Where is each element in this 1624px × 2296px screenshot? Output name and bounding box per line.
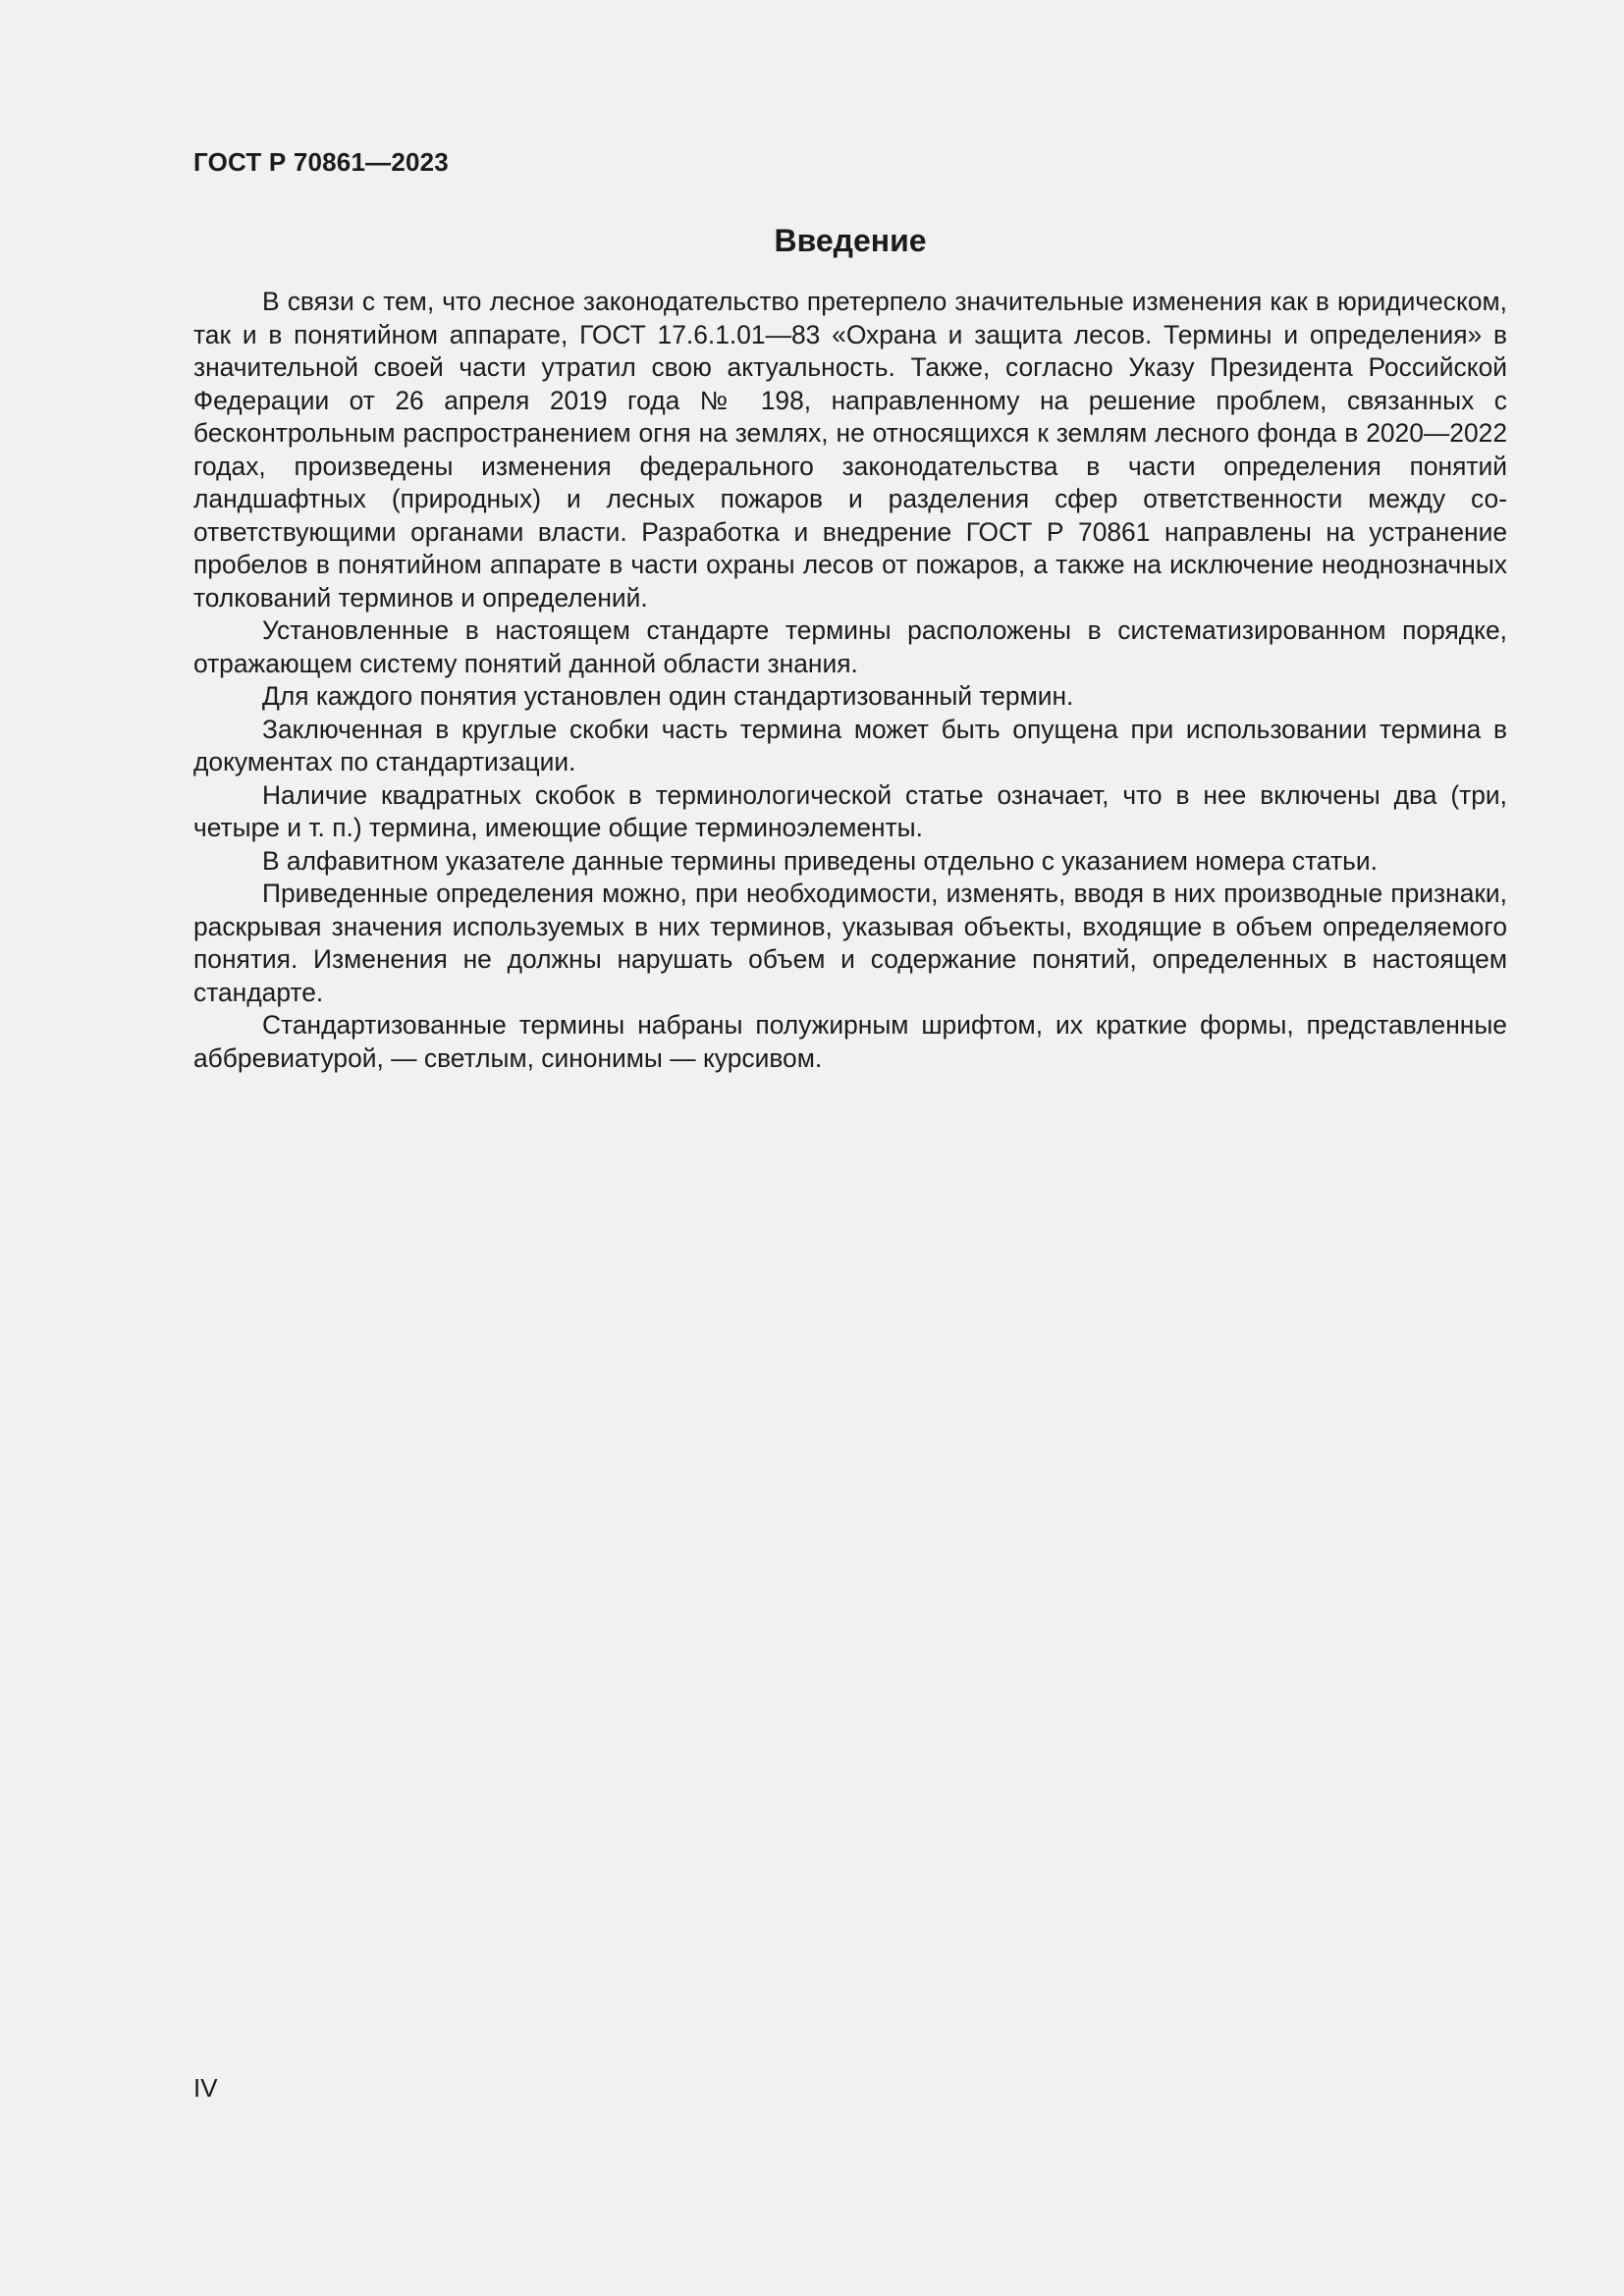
paragraph: Заключенная в круглые скобки часть термина может быть опущена при использовании термина в документах по стандартизации. (193, 714, 1507, 776)
page-number: IV (193, 2073, 218, 2103)
paragraph: Для каждого понятия установлен один стандартизованный термин. (262, 681, 1074, 711)
paragraph: Приведенные определения можно, при необходимости, изменять, вводя в них производные признаки, раскрывая значения используемых в них терминов, указывая объекты, входящие в объем определяемого понятия. Изменения не должны нарушать объем и содержание понятий, определенных в настоящем стандарте. (193, 879, 1507, 1007)
paragraph: В алфавитном указателе данные термины приведены отдельно с указанием номера статьи. (262, 845, 1378, 876)
paragraph: Стандартизованные термины набраны полужирным шрифтом, их краткие формы, представленные аббревиатурой, — светлым, синонимы — курсивом. (193, 1010, 1507, 1073)
introduction-body (193, 286, 1507, 1075)
paragraph: Наличие квадратных скобок в терминологической статье означает, что в нее включены два (три, четыре и т. п.) термина, имеющие общие терминоэлементы. (193, 779, 1507, 842)
paragraph: Установленные в настоящем стандарте термины расположены в систематизированном порядке, отражающем систему понятий данной области знания. (193, 615, 1507, 678)
section-title: Введение (774, 223, 927, 258)
paragraph: В связи с тем, что лесное законодательство претерпело значительные изменения как в юридическом, так и в понятийном аппарате, ГОСТ 17.6.1.01—83 «Охрана и защита лесов. Термины и определения» в значительной своей части утратил свою актуальность. Также, согласно Указу Президента Российской Федерации от 26 апреля 2019 года № 198, направленному на решение проблем, связанных с бесконтрольным распространением огня на землях, не относящихся к землям лесного фонда в 2020—2022 годах, произведены изменения федерального законодательства в части определения понятий ландшафтных (природных) и лесных пожаров и разделения сфер ответственности между соответствующими органами власти. Разработка и внедрение ГОСТ Р 70861 направлены на устранение пробелов в понятийном аппарате в части охраны лесов от пожаров, а также на исключение неоднозначных толкований терминов и определений. (193, 287, 1507, 613)
document-code: ГОСТ Р 70861—2023 (193, 147, 449, 177)
